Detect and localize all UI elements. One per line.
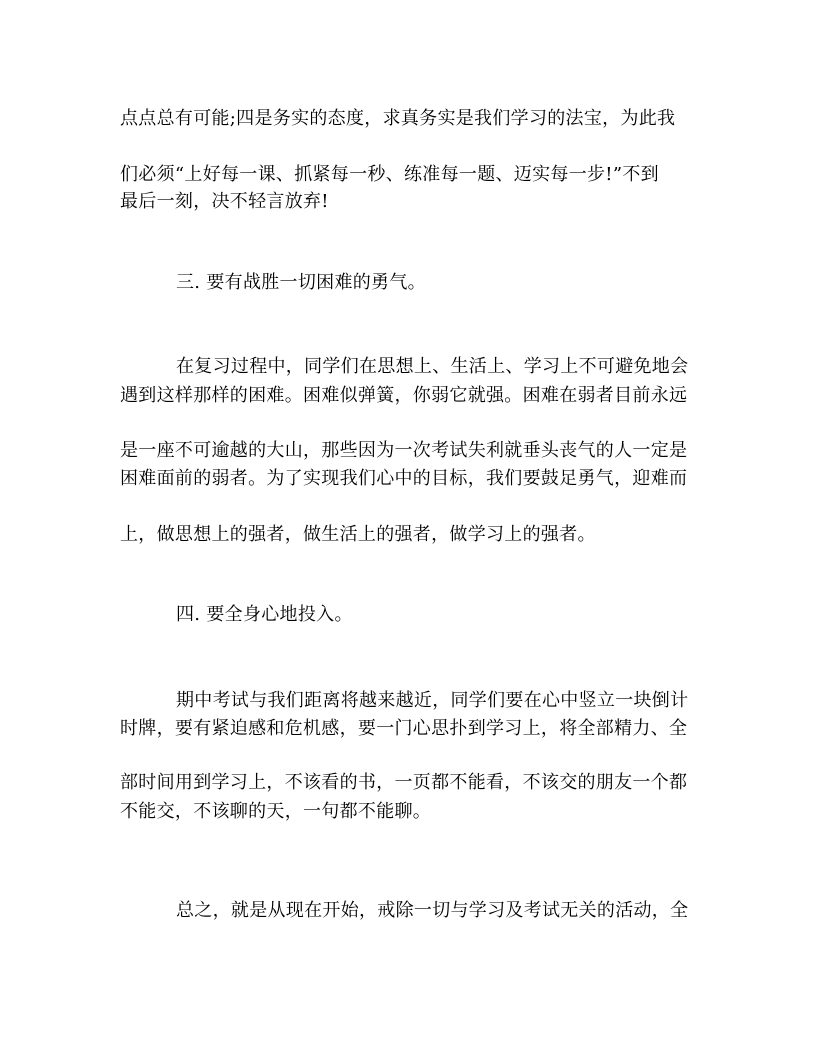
paragraph-line: 不能交，不该聊的天，一句都不能聊。: [120, 801, 432, 822]
paragraph-line: 点点总有可能;四是务实的态度，求真务实是我们学习的法宝，为此我: [120, 108, 676, 129]
paragraph-line: 期中考试与我们距离将越来越近，同学们要在心中竖立一块倒计: [176, 690, 689, 711]
paragraph-line: 们必须“上好每一课、抓紧每一秒、练准每一题、迈实每一步!”不到: [120, 164, 659, 185]
paragraph-line: 部时间用到学习上，不该看的书，一页都不能看，不该交的朋友一个都: [120, 772, 688, 793]
paragraph-line: 时牌，要有紧迫感和危机感，要一门心思扑到学习上，将全部精力、全: [120, 718, 688, 739]
paragraph-line: 是一座不可逾越的大山，那些因为一次考试失利就垂头丧气的人一定是: [120, 440, 688, 461]
section-heading: 三. 要有战胜一切困难的勇气。: [176, 272, 426, 293]
paragraph-line: 在复习过程中，同学们在思想上、生活上、学习上不可避免地会: [176, 356, 689, 377]
paragraph-line: 遇到这样那样的困难。困难似弹簧，你弱它就强。困难在弱者目前永远: [120, 385, 688, 406]
section-heading: 四. 要全身心地投入。: [176, 604, 353, 625]
paragraph-line: 最后一刻，决不轻言放弃!: [120, 191, 329, 212]
paragraph-line: 困难面前的弱者。为了实现我们心中的目标，我们要鼓足勇气，迎难而: [120, 468, 688, 489]
paragraph-line: 总之，就是从现在开始，戒除一切与学习及考试无关的活动，全: [176, 900, 689, 921]
paragraph-line: 上，做思想上的强者，做生活上的强者，做学习上的强者。: [120, 524, 596, 545]
